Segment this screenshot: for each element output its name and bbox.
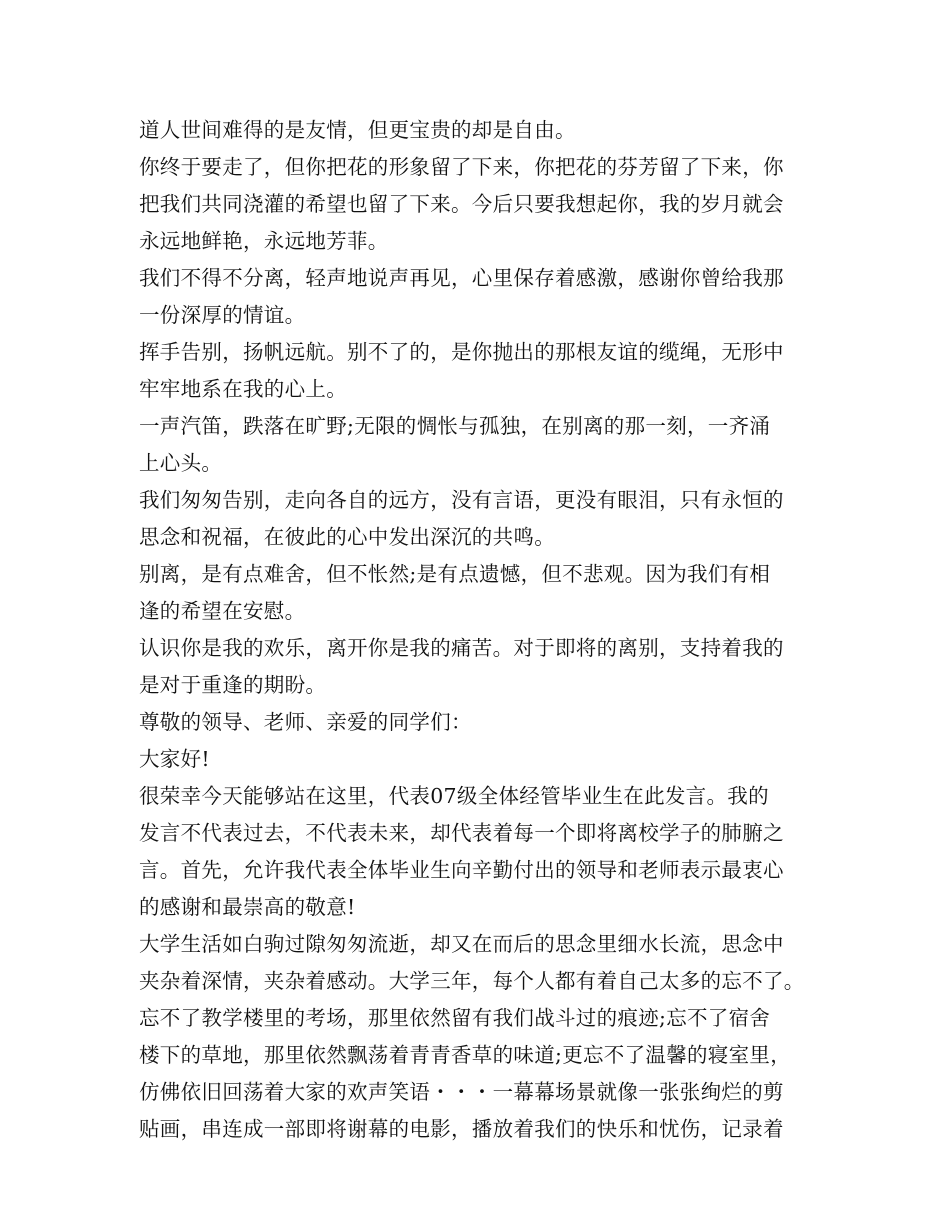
text-line: 道人世间难得的是友情，但更宝贵的却是自由。 [139, 118, 576, 142]
text-line: 一份深厚的情谊。 [139, 303, 306, 327]
text-line: 言。首先，允许我代表全体毕业生向辛勤付出的领导和老师表示最衷心 [139, 858, 784, 882]
text-line: 认识你是我的欢乐，离开你是我的痛苦。对于即将的离别，支持着我的 [139, 636, 784, 660]
document-body [139, 112, 829, 1148]
text-line: 发言不代表过去，不代表未来，却代表着每一个即将离校学子的肺腑之 [139, 821, 784, 845]
text-line: 尊敬的领导、老师、亲爱的同学们： [139, 710, 472, 734]
text-line: 把我们共同浇灌的希望也留了下来。今后只要我想起你，我的岁月就会 [139, 192, 784, 216]
text-line: 忘不了教学楼里的考场，那里依然留有我们战斗过的痕迹;忘不了宿舍 [139, 1006, 771, 1030]
text-line: 贴画，串连成一部即将谢幕的电影，播放着我们的快乐和忧伤，记录着 [139, 1117, 784, 1141]
text-line: 我们不得不分离，轻声地说声再见，心里保存着感激，感谢你曾给我那 [139, 266, 784, 290]
text-line: 的感谢和最崇高的敬意! [139, 895, 356, 919]
text-line: 大学生活如白驹过隙匆匆流逝，却又在而后的思念里细水长流，思念中 [139, 932, 784, 956]
text-line: 逢的希望在安慰。 [139, 599, 306, 623]
text-line: 夹杂着深情，夹杂着感动。大学三年，每个人都有着自己太多的忘不了。 [139, 969, 805, 993]
text-line: 很荣幸今天能够站在这里，代表07级全体经管毕业生在此发言。我的 [139, 784, 769, 808]
text-line: 仿佛依旧回荡着大家的欢声笑语・・・一幕幕场景就像一张张绚烂的剪 [139, 1080, 784, 1104]
text-line: 永远地鲜艳，永远地芳菲。 [139, 229, 389, 253]
text-line: 是对于重逢的期盼。 [139, 673, 327, 697]
text-line: 牢牢地系在我的心上。 [139, 377, 347, 401]
text-line: 思念和祝福，在彼此的心中发出深沉的共鸣。 [139, 525, 555, 549]
text-line: 我们匆匆告别，走向各自的远方，没有言语，更没有眼泪，只有永恒的 [139, 488, 784, 512]
text-line: 上心头。 [139, 451, 223, 475]
text-line: 你终于要走了，但你把花的形象留了下来，你把花的芬芳留了下来，你 [139, 155, 784, 179]
text-line: 楼下的草地，那里依然飘荡着青青香草的味道;更忘不了温馨的寝室里， [139, 1043, 792, 1067]
text-line: 别离，是有点难舍，但不怅然;是有点遗憾，但不悲观。因为我们有相 [139, 562, 771, 586]
text-line: 大家好! [139, 747, 210, 771]
text-line: 一声汽笛，跌落在旷野;无限的惆怅与孤独，在别离的那一刻，一齐涌 [139, 414, 771, 438]
text-line: 挥手告别，扬帆远航。别不了的，是你抛出的那根友谊的缆绳，无形中 [139, 340, 784, 364]
